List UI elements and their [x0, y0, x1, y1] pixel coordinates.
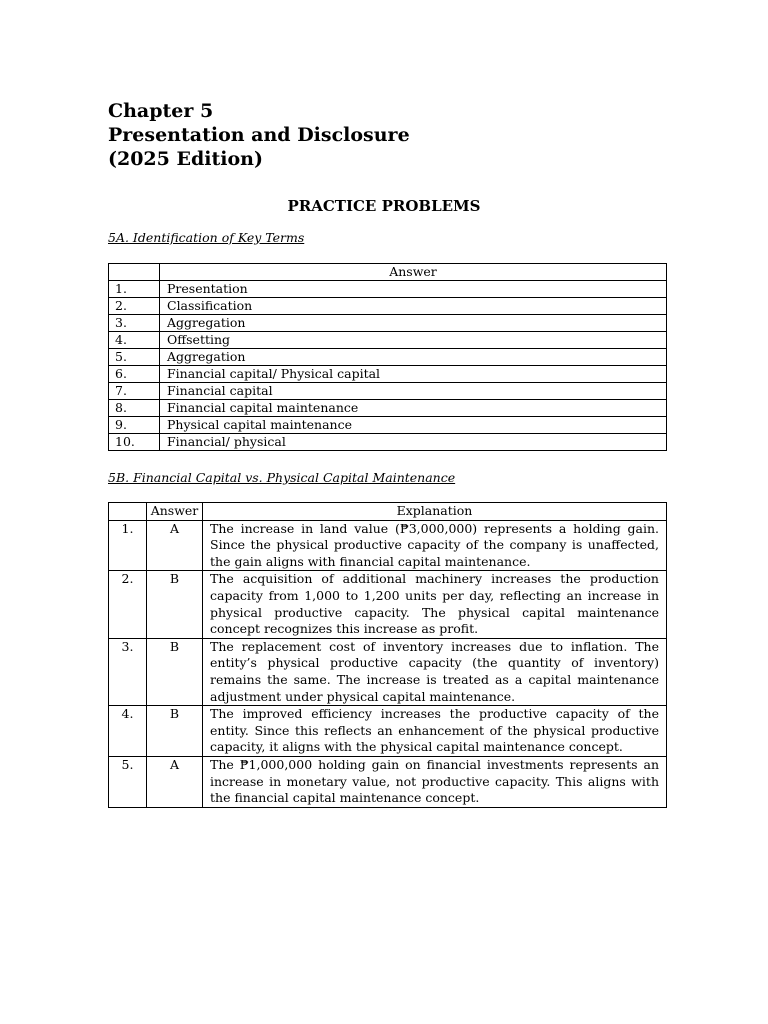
answer-cell: Financial capital [160, 383, 667, 400]
part-5b-heading: 5B. Financial Capital vs. Physical Capital Maintenance [108, 470, 456, 485]
capital-maintenance-table [108, 502, 667, 808]
table-row [109, 520, 667, 571]
number-column-header [109, 503, 147, 521]
table-row [109, 638, 667, 705]
chapter-number: Chapter 5 [108, 100, 214, 122]
row-number: 1. [109, 281, 160, 298]
row-number: 3. [109, 315, 160, 332]
answer-cell: B [147, 706, 203, 757]
answer-cell: B [147, 571, 203, 638]
table-row [109, 366, 667, 383]
answer-column-header: Answer [160, 264, 667, 281]
row-number: 5. [109, 349, 160, 366]
row-number: 2. [109, 298, 160, 315]
table-row [109, 298, 667, 315]
row-number: 10. [109, 434, 160, 451]
answer-cell: Presentation [160, 281, 667, 298]
table-row [109, 315, 667, 332]
chapter-title-block [108, 99, 410, 171]
answer-cell: Financial capital maintenance [160, 400, 667, 417]
number-column-header [109, 264, 160, 281]
table-row [109, 571, 667, 638]
part-5a-heading: 5A. Identification of Key Terms [108, 230, 305, 245]
table-row [109, 349, 667, 366]
table-row [109, 417, 667, 434]
table-row [109, 281, 667, 298]
answer-cell: Financial/ physical [160, 434, 667, 451]
table-header-row [109, 264, 667, 281]
key-terms-table [108, 263, 667, 451]
row-number: 5. [109, 756, 147, 807]
table-header-row [109, 503, 667, 521]
row-number: 4. [109, 706, 147, 757]
key-terms-body [109, 281, 667, 451]
row-number: 2. [109, 571, 147, 638]
answer-column-header: Answer [147, 503, 203, 521]
row-number: 8. [109, 400, 160, 417]
answer-cell: Classification [160, 298, 667, 315]
practice-problems-heading: PRACTICE PROBLEMS [287, 197, 481, 215]
row-number: 4. [109, 332, 160, 349]
explanation-cell: The increase in land value (₱3,000,000) represents a holding gain. Since the physical productive capacity of the company is unaffected, the gain aligns with financial capital maintenance. [203, 520, 667, 571]
answer-cell: Financial capital/ Physical capital [160, 366, 667, 383]
answer-cell: Aggregation [160, 315, 667, 332]
table-row [109, 400, 667, 417]
row-number: 7. [109, 383, 160, 400]
row-number: 9. [109, 417, 160, 434]
table-row [109, 756, 667, 807]
row-number: 1. [109, 520, 147, 571]
explanation-cell: The replacement cost of inventory increases due to inflation. The entity’s physical productive capacity (the quantity of inventory) remains the same. The increase is treated as a capital maintenance adjustment under physical capital maintenance. [203, 638, 667, 705]
explanation-cell: The acquisition of additional machinery increases the production capacity from 1,000 to 1,200 units per day, reflecting an increase in physical productive capacity. The physical capital maintenance concept recognizes this increase as profit. [203, 571, 667, 638]
edition-label: (2025 Edition) [108, 148, 263, 170]
answer-cell: Physical capital maintenance [160, 417, 667, 434]
row-number: 3. [109, 638, 147, 705]
answer-cell: B [147, 638, 203, 705]
answer-cell: Offsetting [160, 332, 667, 349]
table-row [109, 383, 667, 400]
row-number: 6. [109, 366, 160, 383]
table-row [109, 332, 667, 349]
answer-cell: A [147, 520, 203, 571]
chapter-title: Presentation and Disclosure [108, 124, 410, 146]
table-row [109, 434, 667, 451]
table-row [109, 706, 667, 757]
explanation-cell: The improved efficiency increases the productive capacity of the entity. Since this reflects an enhancement of the physical productive capacity, it aligns with the physical capital maintenance concept. [203, 706, 667, 757]
answer-cell: Aggregation [160, 349, 667, 366]
capital-maintenance-body [109, 520, 667, 807]
explanation-column-header: Explanation [203, 503, 667, 521]
answer-cell: A [147, 756, 203, 807]
explanation-cell: The ₱1,000,000 holding gain on financial investments represents an increase in monetary value, not productive capacity. This aligns with the financial capital maintenance concept. [203, 756, 667, 807]
